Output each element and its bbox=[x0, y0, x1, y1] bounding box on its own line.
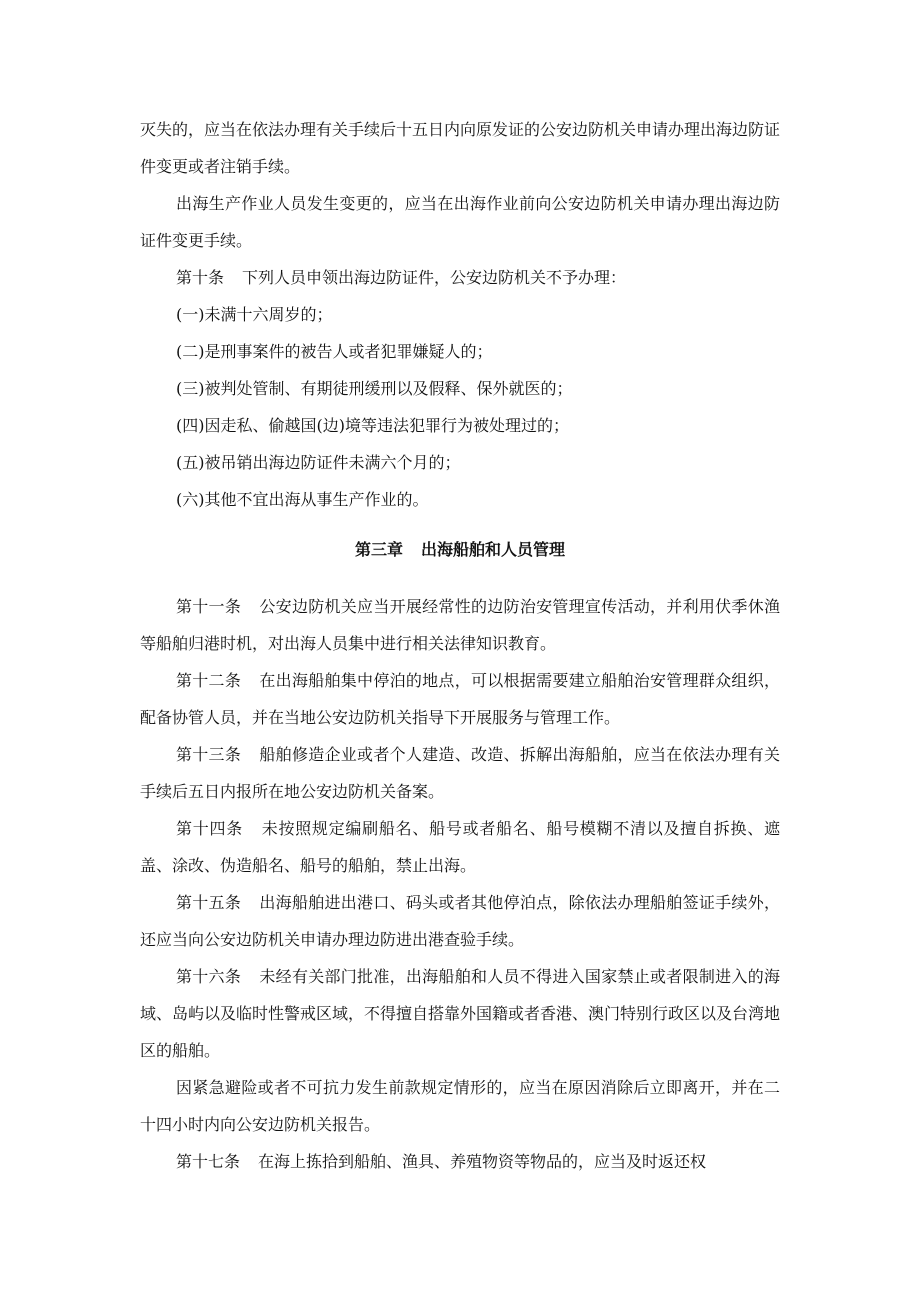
article-10 bbox=[140, 259, 780, 296]
list-item: (二)是刑事案件的被告人或者犯罪嫌疑人的； bbox=[176, 342, 493, 361]
chapter-heading bbox=[140, 531, 780, 568]
chapter-title: 出海船舶和人员管理 bbox=[421, 540, 566, 559]
paragraph-continued: 灭失的，应当在依法办理有关手续后十五日内向原发证的公安边防机关申请办理出海边防证件变更或者注销手续。 bbox=[140, 120, 781, 176]
article-heading: 第十五条 bbox=[176, 893, 242, 912]
article-text: 在海上拣拾到船舶、渔具、养殖物资等物品的，应当及时返还权 bbox=[258, 1152, 707, 1171]
list-item: (六)其他不宜出海从事生产作业的。 bbox=[176, 490, 429, 509]
article-text: 未经有关部门批准，出海船舶和人员不得进入国家禁止或者限制进入的海域、岛屿以及临时性警戒区域，不得擅自搭靠外国籍或者香港、澳门特别行政区以及台湾地区的船舶。 bbox=[140, 967, 781, 1060]
article-14 bbox=[140, 810, 780, 884]
article-10-heading: 第十条 bbox=[176, 268, 225, 287]
paragraph-crew-change: 出海生产作业人员发生变更的，应当在出海作业前向公安边防机关申请办理出海边防证件变更手续。 bbox=[140, 194, 780, 250]
list-item: (一)未满十六周岁的； bbox=[176, 305, 333, 324]
document-page bbox=[140, 111, 780, 1180]
list-item: (四)因走私、偷越国(边)境等违法犯罪行为被处理过的； bbox=[176, 416, 569, 435]
article-16 bbox=[140, 958, 780, 1069]
article-15 bbox=[140, 884, 780, 958]
article-17 bbox=[140, 1143, 780, 1180]
article-text: 出海船舶进出港口、码头或者其他停泊点，除依法办理船舶签证手续外，还应当向公安边防机关申请办理边防进出港查验手续。 bbox=[140, 893, 780, 949]
list-item: (五)被吊销出海边防证件未满六个月的； bbox=[176, 453, 461, 472]
article-text: 公安边防机关应当开展经常性的边防治安管理宣传活动，并利用伏季休渔等船舶归港时机，对出海人员集中进行相关法律知识教育。 bbox=[140, 597, 780, 653]
article-heading: 第十一条 bbox=[176, 597, 242, 616]
list-item: (三)被判处管制、有期徒刑缓刑以及假释、保外就医的； bbox=[176, 379, 573, 398]
chapter-number: 第三章 bbox=[354, 540, 403, 559]
article-10-text: 下列人员申领出海边防证件，公安边防机关不予办理： bbox=[242, 268, 627, 287]
article-text: 未按照规定编刷船名、船号或者船名、船号模糊不清以及擅自拆换、遮盖、涂改、伪造船名、船号的船舶，禁止出海。 bbox=[140, 819, 780, 875]
article-heading: 第十二条 bbox=[176, 671, 242, 690]
article-heading: 第十三条 bbox=[176, 745, 242, 764]
article-16-paragraph-2: 因紧急避险或者不可抗力发生前款规定情形的，应当在原因消除后立即离开，并在二十四小时内向公安边防机关报告。 bbox=[140, 1078, 780, 1134]
article-heading: 第十四条 bbox=[176, 819, 243, 838]
article-13 bbox=[140, 736, 780, 810]
article-11 bbox=[140, 588, 780, 662]
article-text: 在出海船舶集中停泊的地点，可以根据需要建立船舶治安管理群众组织，配备协管人员，并在当地公安边防机关指导下开展服务与管理工作。 bbox=[140, 671, 780, 727]
article-12 bbox=[140, 662, 780, 736]
article-text: 船舶修造企业或者个人建造、改造、拆解出海船舶，应当在依法办理有关手续后五日内报所在地公安边防机关备案。 bbox=[140, 745, 780, 801]
article-heading: 第十六条 bbox=[176, 967, 242, 986]
article-heading: 第十七条 bbox=[176, 1152, 241, 1171]
